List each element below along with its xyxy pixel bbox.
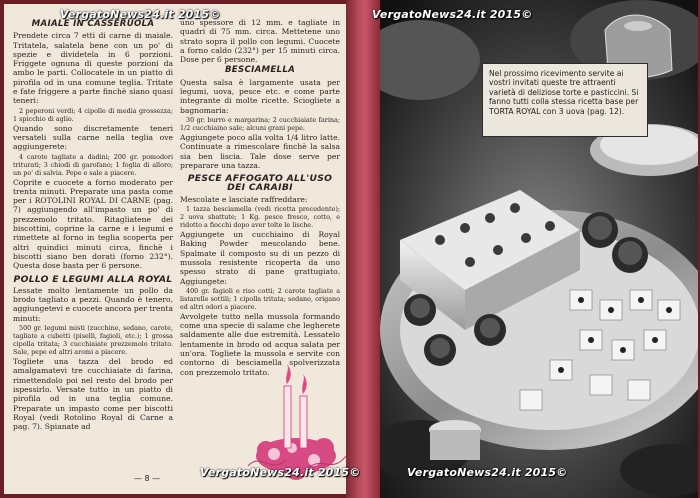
watermark: VergatoNews24.it 2015© bbox=[407, 466, 568, 479]
photo-caption: Nel prossimo ricevimento servite ai vostri invitati queste tre attraenti varietà di deliziose torte e pasticcini. Si fanno tutti colla stessa ricetta base per TORTA ROYAL con 3 uova (pag. 12). bbox=[482, 63, 648, 137]
watermark: VergatoNews24.it 2015© bbox=[372, 8, 533, 21]
ingredient-list: 30 gr. burro e margarina; 2 cucchiaiate farina; 1/2 cucchiaino sale; alcuni grani pepe. bbox=[180, 115, 340, 132]
ingredient-list: 4 carote tagliate a dadini; 200 gr. pomodori triturati; 3 chiodi di garofano; 1 foglia di alloro; un po' di salvia. Pepe e sale a piacere. bbox=[13, 152, 173, 177]
right-column bbox=[180, 18, 340, 378]
left-page bbox=[4, 4, 382, 494]
page-number: — 8 — bbox=[134, 474, 161, 483]
recipe-text: Prendete circa 7 etti di carne di maiale. Tritatela, salatela bene con un po' di spezie e dividetela in 6 porzioni. Friggete ognuna di queste porzioni da ambo le parti. Collocatele in un piatto di pirofila od in una comune teglia. Tritate e fate friggere a parte finchè siano quasi teneri: bbox=[13, 31, 173, 106]
recipe-text: Quando sono discretamente teneri versateli sulla carne nella teglia ove aggiungerete: bbox=[13, 123, 173, 152]
recipe-text: uno spessore di 12 mm. e tagliate in quadri di 75 mm. circa. Mettetene uno strato sopra il pollo con legumi. Cuocete a forno caldo (232°) per 15 minuti circa. Dose per 6 persone. bbox=[180, 18, 340, 65]
recipe-text: Coprite e cuocete a forno moderato per trenta minuti. Preparate una pasta come per i ROTOLINI ROYAL DI CARNE (pag. 7) aggiungendo all'impasto un po' di prezzemolo tritato. Ritagliatene dei biscottini, coprine la carne e i legumi e rimettete al forno in teglia scoperta per altri quindici minuti circa, finchè i biscotti siano ben dorati (forno 232°). Questa dose basta per 6 persone. bbox=[13, 177, 173, 271]
watermark: VergatoNews24.it 2015© bbox=[60, 8, 221, 21]
ingredient-list: 1 tazza besciamella (vedi ricetta precedente); 2 uova sbattute; 1 Kg. pesce fresco, cotto, e ridotto a fiocchi dopo aver tolte le lische. bbox=[180, 205, 340, 230]
watermark: VergatoNews24.it 2015© bbox=[200, 466, 361, 479]
recipe-text: Questa salsa è largamente usata per legumi, uova, pesce etc. e come parte integrante di molte ricette. Sciogliete a bagnomaria: bbox=[180, 77, 340, 115]
recipe-text: Aggiungete un cucchiaino di Royal Baking Powder mescolando bene. Spalmate il composto su di un pezzo di mussola resistente ricoperta da uno spesso strato di pane grattugiato. Aggiungete: bbox=[180, 230, 340, 286]
center-fold bbox=[346, 0, 380, 498]
recipe-title-pollo: POLLO E LEGUMI ALLA ROYAL bbox=[13, 273, 173, 285]
recipe-text: Avvolgete tutto nella mussola formando come una specie di salame che legherete saldamente alle due estremità. Lessatelo lentamente in brodo od acqua salata per un'ora. Togliete la mussola e servite con contorno di besciamella spolverizzata con prezzemolo tritato. bbox=[180, 311, 340, 377]
recipe-text: Lessate molto lentamente un pollo da brodo tagliato a pezzi. Quando è tenero, aggiungetevi e cuocete ancora per trenta minuti: bbox=[13, 285, 173, 323]
recipe-text: Aggiungete poco alla volta 1/4 litro latte. Continuate a rimescolare finchè la salsa sia ben liscia. Tale dose serve per preparare una tazza. bbox=[180, 132, 340, 170]
recipe-title-maiale: MAIALE IN CASSERUOLA bbox=[31, 19, 155, 29]
recipe-text: Togliete una tazza del brodo ed amalgamatevi tre cucchiaiate di farina, rimettendolo poi nel resto del brodo per ispessirlo. Versate tutto in un piatto di pirofila od in una teglia comune. Preparate un impasto come per biscotti Royal (vedi Rotolino Royal di Carne a pag. 7). Spianate ad bbox=[13, 357, 173, 432]
recipe-text: Mescolate e lasciate raffreddare: bbox=[180, 194, 308, 204]
recipe-title-besciamella: BESCIAMELLA bbox=[224, 65, 296, 76]
ingredient-list: 2 peperoni verdi; 4 cipolle di media grossezza; 1 spicchio di aglio. bbox=[13, 106, 173, 123]
left-column bbox=[13, 18, 173, 432]
ingredient-list: 500 gr. legumi misti (zucchine, sedano, carote, tagliate a cubetti (piselli, fagioli, etc.); 1 grossa cipolla tritata; 3 cucchiaiate prezzemolo tritato. Sale, pepe ed altri aromi a piacere. bbox=[13, 324, 173, 357]
recipe-title-pesce: PESCE AFFOGATO ALL'USO DEI CARAIBI bbox=[187, 173, 333, 194]
ingredient-list: 400 gr. fagioli e riso cotti; 2 carote tagliate a listarelle sottili; 1 cipolla tritata; sedano, origano ed altri odori a piacere. bbox=[180, 286, 340, 311]
